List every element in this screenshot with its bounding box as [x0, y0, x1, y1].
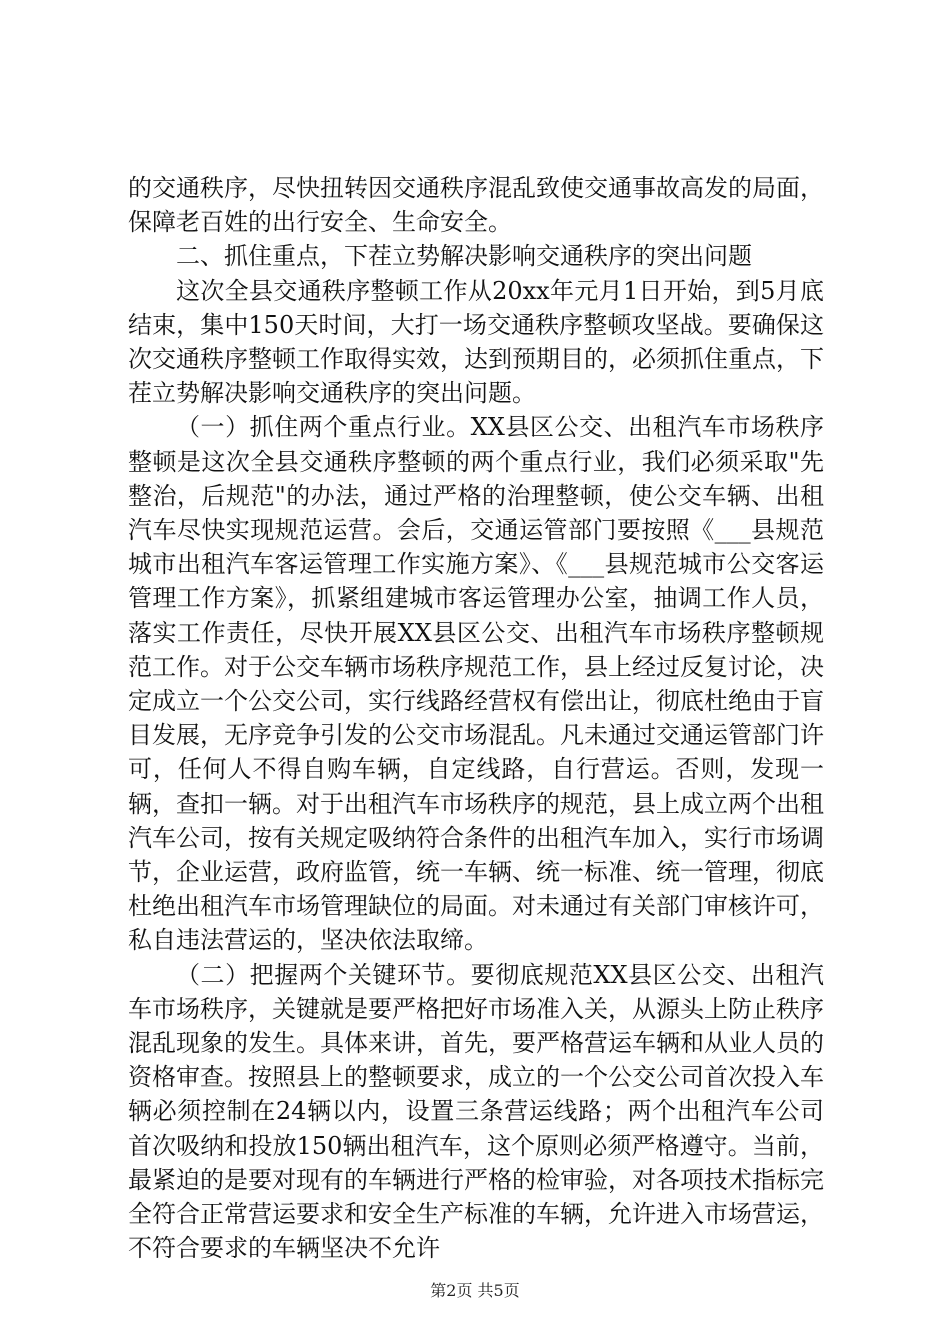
- paragraph-5: （二）把握两个关键环节。要彻底规范XX县区公交、出租汽车市场秩序，关键就是要严格把好市场准入关，从源头上防止秩序混乱现象的发生。具体来讲，首先，要严格营运车辆和从业人员的资格审查。按照县上的整顿要求，成立的一个公交公司首次投入车辆必须控制在24辆以内，设置三条营运线路；两个出租汽车公司首次吸纳和投放150辆出租汽车，这个原则必须严格遵守。当前，最紧迫的是要对现有的车辆进行严格的检审验，对各项技术指标完全符合正常营运要求和安全生产标准的车辆，允许进入市场营运，不符合要求的车辆坚决不允许: [128, 960, 824, 1263]
- document-body: [128, 171, 824, 1266]
- page-footer: 第2页 共5页: [430, 1281, 520, 1300]
- paragraph-4: （一）抓住两个重点行业。XX县区公交、出租汽车市场秩序整顿是这次全县交通秩序整顿的两个重点行业，我们必须采取"先整治，后规范"的办法，通过严格的治理整顿，使公交车辆、出租汽车尽快实现规范运营。会后，交通运管部门要按照《___县规范城市出租汽车客运管理工作实施方案》、《___县规范城市公交客运管理工作方案》，抓紧组建城市客运管理办公室，抽调工作人员，落实工作责任，尽快开展XX县区公交、出租汽车市场秩序整顿规范工作。对于公交车辆市场秩序规范工作，县上经过反复讨论，决定成立一个公交公司，实行线路经营权有偿出让，彻底杜绝由于盲目发展，无序竞争引发的公交市场混乱。凡未通过交通运管部门许可，任何人不得自购车辆，自定线路，自行营运。否则，发现一辆，查扣一辆。对于出租汽车市场秩序的规范，县上成立两个出租汽车公司，按有关规定吸纳符合条件的出租汽车加入，实行市场调节，企业运营，政府监管，统一车辆、统一标准、统一管理，彻底杜绝出租汽车市场管理缺位的局面。对未通过有关部门审核许可，私自违法营运的，坚决依法取缔。: [128, 413, 824, 955]
- section-heading-2: 二、抓住重点，下茬立势解决影响交通秩序的突出问题: [176, 242, 752, 271]
- paragraph-3: 这次全县交通秩序整顿工作从20xx年元月1日开始，到5月底结束，集中150天时间，大打一场交通秩序整顿攻坚战。要确保这次交通秩序整顿工作取得实效，达到预期目的，必须抓住重点，下茬立势解决影响交通秩序的突出问题。: [128, 276, 824, 408]
- paragraph-1: 的交通秩序，尽快扭转因交通秩序混乱致使交通事故高发的局面，保障老百姓的出行安全、生命安全。: [128, 174, 824, 237]
